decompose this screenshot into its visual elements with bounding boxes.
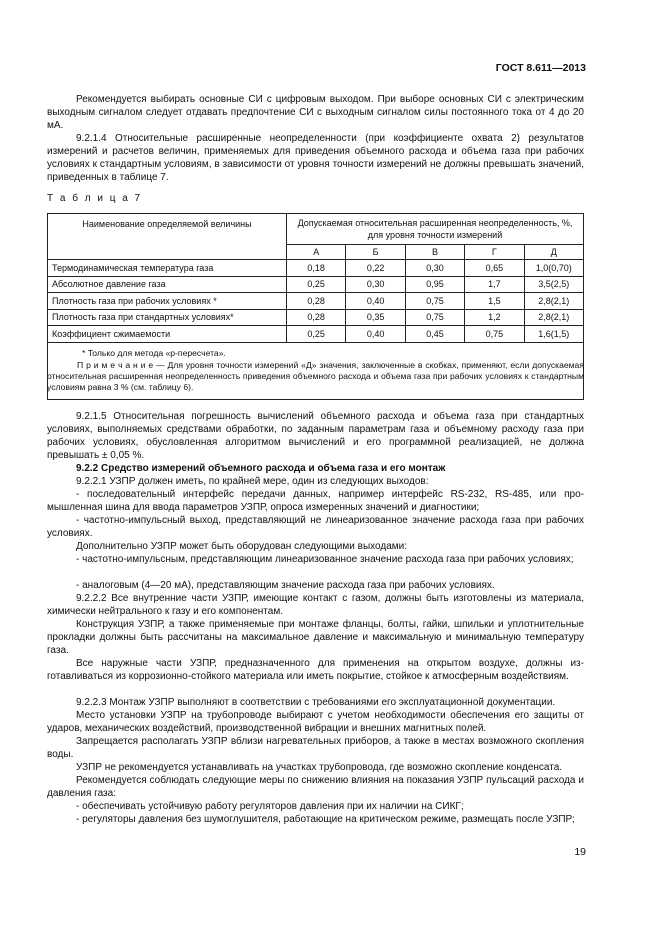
table-note: П р и м е ч а н и е — Для уровня точности измерений «Д» значения, заключенные в скобках, применяют, если допускаемая относительная расширенная неопределенность приведения объемного расхода и объема газа при рабочих условиях к стандартным условиям равна 3 % (см. таблицу 6). <box>47 360 584 392</box>
body-paragraph: - частотно-импульсным, представляющим линеаризованное значение расхода газа при рабочих условиях; <box>76 554 574 565</box>
paragraph-output-recommendation: Рекомендуется выбирать основные СИ с цифровым выходом. При выборе основных СИ с электрическим выходным сигналом следует отдавать предпочтение СИ с выходным сигналом силы постоянного тока от 4 до 20 мА. <box>47 94 584 131</box>
level-header: В <box>405 245 464 260</box>
column-header-quantity: Наименование определяемой величины <box>48 214 287 260</box>
document-header: ГОСТ 8.611—2013 <box>495 62 586 74</box>
uncertainty-value: 0,25 <box>287 326 346 343</box>
table-row <box>48 326 584 343</box>
uncertainty-value: 3,5(2,5) <box>524 276 583 293</box>
quantity-name: Коэффициент сжимаемости <box>48 326 287 343</box>
column-header-uncertainty: Допускаемая относительная расширенная неопределенность, %, для уровня точности измерений <box>287 214 584 245</box>
page-number: 19 <box>574 846 586 858</box>
uncertainty-value: 1,7 <box>465 276 524 293</box>
body-paragraph: - регуляторы давления без шумоглушителя, работающие на критическом режиме, размещать после УЗПР; <box>76 814 575 825</box>
uncertainty-value: 0,75 <box>465 326 524 343</box>
uncertainty-value: 0,28 <box>287 293 346 310</box>
body-paragraph: 9.2.1.5 Относительная погрешность вычислений объемного расхода и объема газа при стандартных условиях, выполняемых средствами обработки, по заданным параметрам газа и объемному расходу газа при рабочих условиях, обусловленная алгоритмом вычислений и его программной реализацией, не должна превышать ± 0,05 %. <box>47 411 584 461</box>
table-row <box>48 293 584 310</box>
uncertainty-value: 0,18 <box>287 260 346 277</box>
body-paragraph: Запрещается располагать УЗПР вблизи нагревательных приборов, а также в местах возможного скопления воды. <box>47 736 584 760</box>
uncertainty-value: 0,40 <box>346 326 405 343</box>
body-paragraph: Дополнительно УЗПР может быть оборудован следующими выходами: <box>76 541 408 552</box>
body-paragraph: - последовательный интерфейс передачи данных, например интерфейс RS-232, RS-485, или промышленная шина для ввода параметров УЗПР, опроса измеренных значений и диагностики; <box>47 489 584 513</box>
uncertainty-value: 0,25 <box>287 276 346 293</box>
uncertainty-value: 0,28 <box>287 309 346 326</box>
paragraph-9-2-1-4: 9.2.1.4 Относительные расширенные неопределенности (при коэффициенте охвата 2) результатов измерений и расчетов величин, применяемых для приведения объемного расхода и объема газа при рабочих условиях к стандартным условиям, в зависимости от уровня точности измерений не должны превышать значений, приведенных в таблице 7. <box>47 133 584 183</box>
uncertainty-value: 2,8(2,1) <box>524 309 583 326</box>
quantity-name: Плотность газа при рабочих условиях * <box>48 293 287 310</box>
body-paragraph: 9.2.2.3 Монтаж УЗПР выполняют в соответствии с требованиями его эксплуатационной документации. <box>76 697 556 708</box>
uncertainty-value: 0,95 <box>405 276 464 293</box>
table-caption: Т а б л и ц а 7 <box>47 193 143 204</box>
table-row <box>48 260 584 277</box>
body-paragraph: 9.2.2.1 УЗПР должен иметь, по крайней мере, один из следующих выходов: <box>76 476 429 487</box>
uncertainty-value: 0,40 <box>346 293 405 310</box>
uncertainty-value: 0,75 <box>405 309 464 326</box>
body-paragraph: 9.2.2.2 Все внутренние части УЗПР, имеющие контакт с газом, должны быть изготовлены из материала, химически нейтрального к газу и его компонентам. <box>47 593 584 617</box>
uncertainty-value: 0,45 <box>405 326 464 343</box>
uncertainty-value: 0,35 <box>346 309 405 326</box>
uncertainty-value: 1,6(1,5) <box>524 326 583 343</box>
quantity-name: Плотность газа при стандартных условиях* <box>48 309 287 326</box>
quantity-name: Абсолютное давление газа <box>48 276 287 293</box>
body-paragraph: Рекомендуется соблюдать следующие меры по снижению влияния на показания УЗПР пульсаций расхода и давления газа: <box>47 775 584 799</box>
level-header: Д <box>524 245 583 260</box>
body-paragraph: Все наружные части УЗПР, предназначенного для применения на открытом воздухе, должны изготавливаться из коррозионно-стойкого материала или иметь покрытие, стойкое к атмосферным воздействиям. <box>47 658 584 682</box>
uncertainty-value: 2,8(2,1) <box>524 293 583 310</box>
uncertainty-value: 0,22 <box>346 260 405 277</box>
level-header: Б <box>346 245 405 260</box>
body-paragraph: Конструкция УЗПР, а также применяемые при монтаже фланцы, болты, гайки, шпильки и уплотнительные прокладки должны быть рассчитаны на максимальное давление и максимальную и минимальную температуру газа. <box>47 619 584 656</box>
table-row <box>48 276 584 293</box>
uncertainty-value: 0,30 <box>405 260 464 277</box>
table-row <box>48 309 584 326</box>
table-footnote: * Только для метода «р-пересчета». <box>82 348 226 358</box>
uncertainty-value: 1,2 <box>465 309 524 326</box>
body-paragraph: - обеспечивать устойчивую работу регуляторов давления при их наличии на СИКГ; <box>76 801 464 812</box>
uncertainty-value: 0,75 <box>405 293 464 310</box>
body-paragraph: Место установки УЗПР на трубопроводе выбирают с учетом необходимости обеспечения его защиты от ударов, механических воздействий, производственной вибрации и внешних магнитных полей. <box>47 710 584 734</box>
uncertainty-value: 1,5 <box>465 293 524 310</box>
body-paragraph: - аналоговым (4—20 мА), представляющим значение расхода газа при рабочих условиях. <box>76 580 495 591</box>
level-header: А <box>287 245 346 260</box>
uncertainty-value: 1,0(0,70) <box>524 260 583 277</box>
body-paragraph: УЗПР не рекомендуется устанавливать на участках трубопровода, где возможно скопление конденсата. <box>76 762 563 773</box>
section-heading: 9.2.2 Средство измерений объемного расхода и объема газа и его монтаж <box>76 463 446 474</box>
body-paragraph: - частотно-импульсный выход, представляющий не линеаризованное значение расхода газа при рабочих условиях. <box>47 515 584 539</box>
quantity-name: Термодинамическая температура газа <box>48 260 287 277</box>
level-header: Г <box>465 245 524 260</box>
uncertainty-value: 0,65 <box>465 260 524 277</box>
uncertainty-value: 0,30 <box>346 276 405 293</box>
